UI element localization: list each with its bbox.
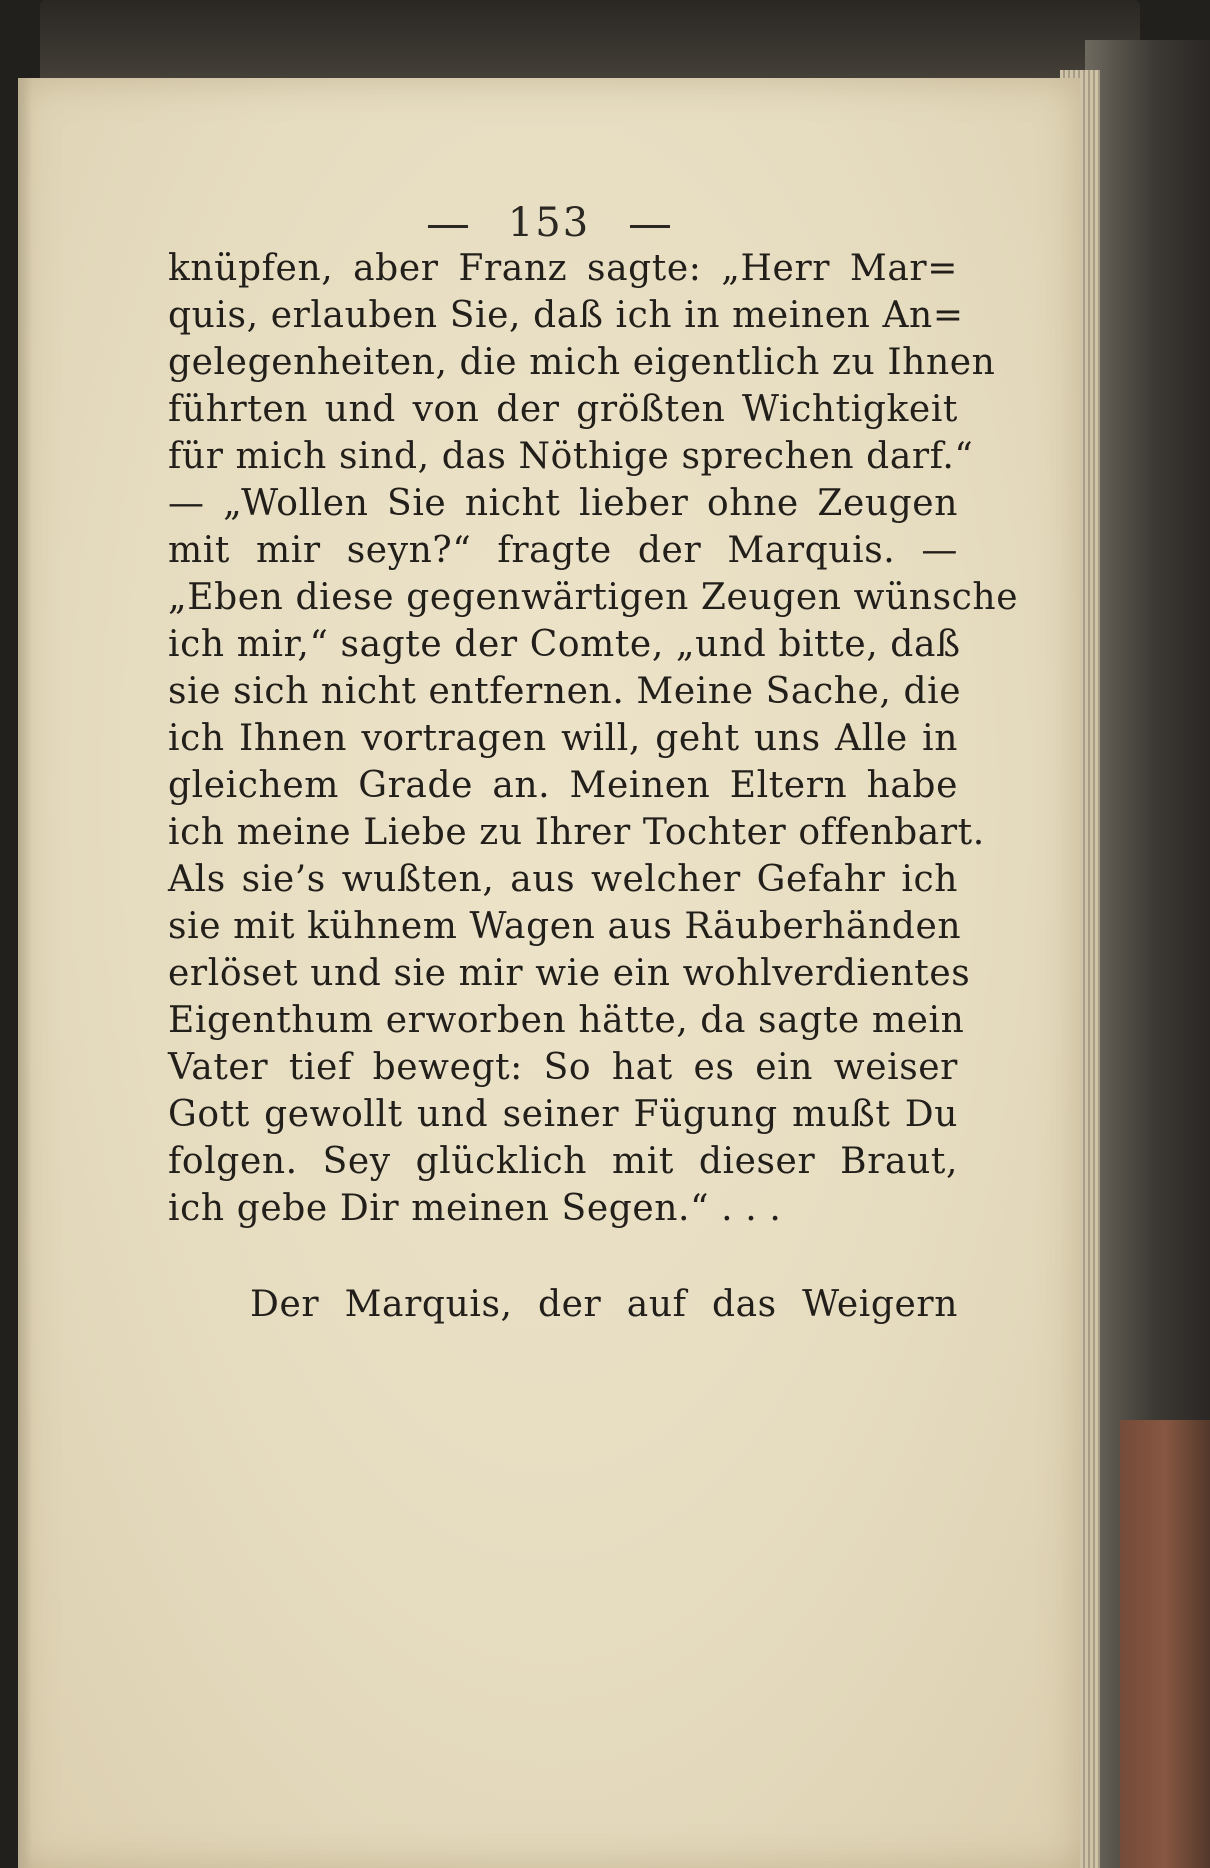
page-paper	[18, 78, 1080, 1868]
text-line: sie sich nicht entfernen. Meine Sache, die	[168, 671, 962, 712]
text-line: folgen. Sey glücklich mit dieser Braut,	[168, 1141, 958, 1182]
text-line: ich Ihnen vortragen will, geht uns Alle in	[168, 718, 958, 759]
text-line: — „Wollen Sie nicht lieber ohne Zeugen	[168, 483, 958, 524]
text-line: Gott gewollt und seiner Fügung mußt Du	[168, 1094, 958, 1135]
text-line: Als sie’s wußten, aus welcher Gefahr ich	[168, 859, 958, 900]
text-line: sie mit kühnem Wagen aus Räuberhänden	[168, 906, 962, 947]
text-line: mit mir seyn?“ fragte der Marquis. —	[168, 530, 958, 571]
page-number: 153	[507, 200, 591, 246]
page-header	[18, 200, 1080, 246]
book-cover-top	[40, 0, 1140, 90]
header-dash-left	[428, 225, 468, 228]
text-line: ich mir,“ sagte der Comte, „und bitte, daß	[168, 624, 961, 665]
text-line: Vater tief bewegt: So hat es ein weiser	[168, 1047, 958, 1088]
body-text	[168, 245, 1019, 1328]
text-line: führten und von der größten Wichtigkeit	[168, 389, 958, 430]
book-cover-edge-red	[1120, 1420, 1210, 1868]
text-line: für mich sind, das Nöthige sprechen darf.“	[168, 436, 974, 477]
text-line: quis, erlauben Sie, daß ich in meinen An=	[168, 295, 964, 336]
text-line: ich meine Liebe zu Ihrer Tochter offenbart.	[168, 812, 985, 853]
paragraph-start-line: Der Marquis, der auf das Weigern	[250, 1284, 958, 1325]
text-line: gleichem Grade an. Meinen Eltern habe	[168, 765, 958, 806]
text-line: „Eben diese gegenwärtigen Zeugen wünsche	[168, 577, 1019, 618]
text-line: Eigenthum erworben hätte, da sagte mein	[168, 1000, 965, 1041]
text-line: gelegenheiten, die mich eigentlich zu Ihnen	[168, 342, 996, 383]
text-line: ich gebe Dir meinen Segen.“ . . .	[168, 1188, 782, 1229]
text-line: knüpfen, aber Franz sagte: „Herr Mar=	[168, 248, 958, 289]
text-line: erlöset und sie mir wie ein wohlverdientes	[168, 953, 971, 994]
header-dash-right	[630, 225, 670, 228]
